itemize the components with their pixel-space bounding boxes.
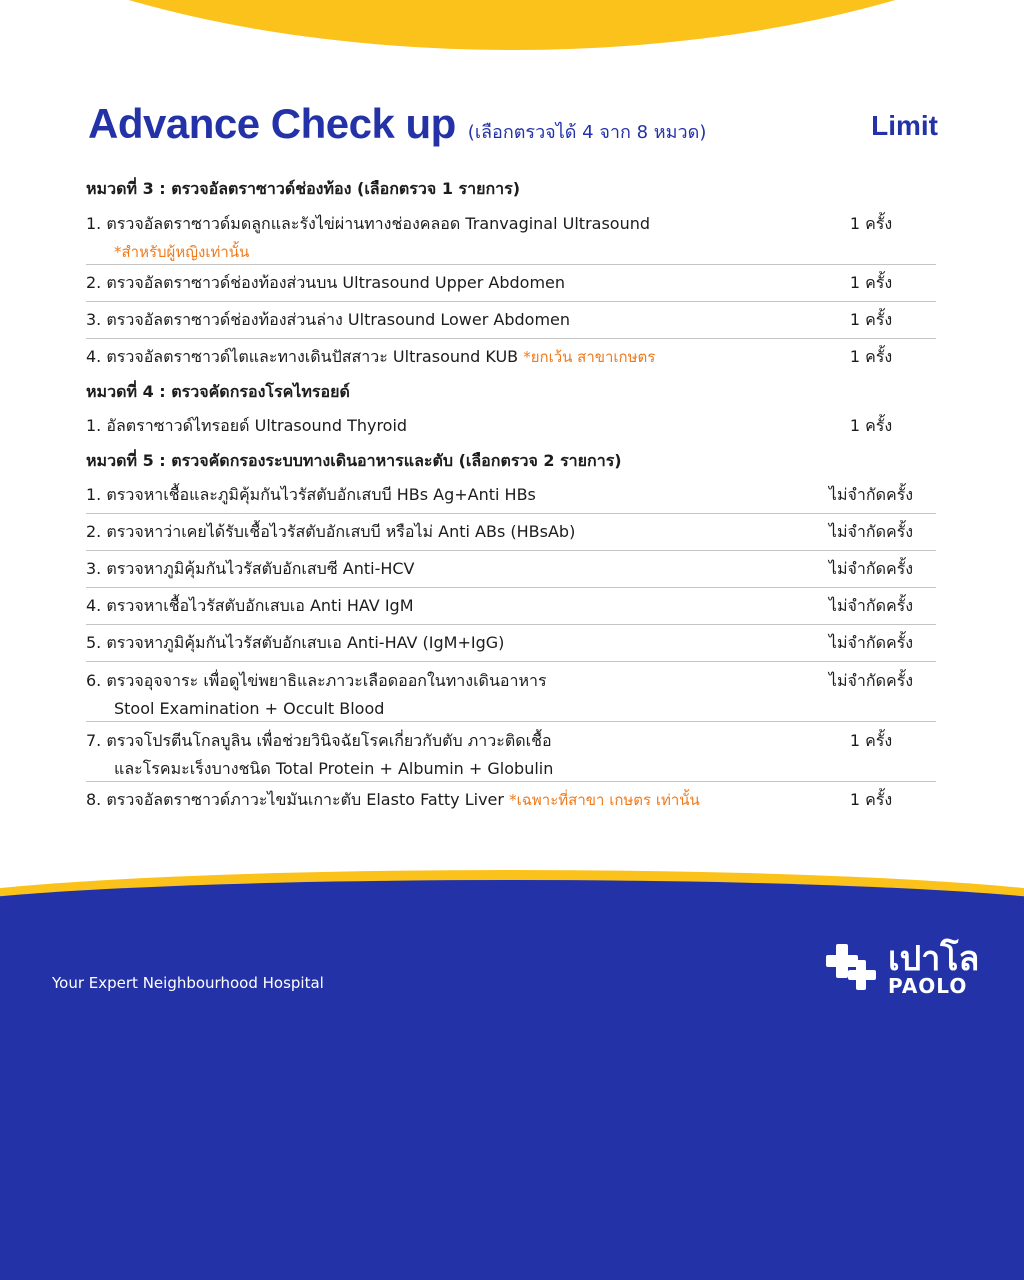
item-limit: 1 ครั้ง — [849, 347, 893, 366]
footer-band — [0, 880, 1024, 1280]
item-text: 2. ตรวจหาว่าเคยได้รับเชื้อไวรัสตับอักเสบบี หรือไม่ Anti ABs (HBsAb) — [86, 522, 576, 541]
page-subtitle: (เลือกตรวจได้ 4 จาก 8 หมวด) — [467, 122, 707, 143]
logo-english-text: PAOLO — [888, 974, 968, 998]
item-limit: 1 ครั้ง — [849, 790, 893, 809]
item-note: *สำหรับผู้หญิงเท่านั้น — [114, 243, 250, 261]
item-limit: 1 ครั้ง — [849, 273, 893, 292]
item-limit: 1 ครั้ง — [849, 416, 893, 435]
page-title: Advance Check up — [88, 100, 456, 147]
list-item — [86, 551, 936, 588]
item-limit: 1 ครั้ง — [849, 214, 893, 233]
item-text: 7. ตรวจโปรตีนโกลบูลิน เพื่อช่วยวินิจฉัยโรคเกี่ยวกับตับ ภาวะติดเชื้อ — [86, 731, 552, 750]
item-limit: ไม่จำกัดครั้ง — [828, 633, 914, 652]
list-item — [86, 339, 936, 375]
list-item — [86, 782, 936, 818]
paolo-logo — [826, 939, 980, 998]
list-item — [86, 588, 936, 625]
item-note: *เฉพาะที่สาขา เกษตร เท่านั้น — [509, 791, 700, 809]
list-item — [86, 265, 936, 302]
item-text-line2: และโรคมะเร็งบางชนิด Total Protein + Albumin + Globulin — [114, 759, 554, 778]
list-item — [86, 477, 936, 514]
limit-column-header: Limit — [871, 110, 938, 141]
item-text-line2: Stool Examination + Occult Blood — [114, 699, 385, 718]
item-text: 1. ตรวจอัลตราซาวด์มดลูกและรังไข่ผ่านทางช่องคลอด Tranvaginal Ultrasound — [86, 214, 651, 233]
item-text: 5. ตรวจหาภูมิคุ้มกันไวรัสตับอักเสบเอ Anti-HAV (IgM+IgG) — [86, 633, 505, 652]
item-text: 4. ตรวจอัลตราซาวด์ไตและทางเดินปัสสาวะ Ultrasound KUB — [86, 347, 519, 366]
item-text: 6. ตรวจอุจจาระ เพื่อดูไข่พยาธิและภาวะเลือดออกในทางเดินอาหาร — [86, 671, 547, 690]
list-item — [86, 722, 936, 782]
list-item — [86, 205, 936, 265]
top-decorative-arc — [0, 0, 1024, 50]
item-limit: ไม่จำกัดครั้ง — [828, 596, 914, 615]
item-limit: ไม่จำกัดครั้ง — [828, 485, 914, 504]
list-item — [86, 408, 936, 444]
item-text: 3. ตรวจอัลตราซาวด์ช่องท้องส่วนล่าง Ultrasound Lower Abdomen — [86, 310, 571, 329]
item-text: 1. ตรวจหาเชื้อและภูมิคุ้มกันไวรัสตับอักเสบบี HBs Ag+Anti HBs — [86, 485, 536, 504]
list-item — [86, 302, 936, 339]
item-text: 1. อัลตราซาวด์ไทรอยด์ Ultrasound Thyroid — [86, 416, 408, 435]
page-heading — [88, 100, 938, 148]
list-item — [86, 662, 936, 722]
medical-cross-icon — [826, 944, 878, 994]
item-text: 3. ตรวจหาภูมิคุ้มกันไวรัสตับอักเสบซี Anti-HCV — [86, 559, 415, 578]
item-text: 8. ตรวจอัลตราซาวด์ภาวะไขมันเกาะตับ Elasto Fatty Liver — [86, 790, 504, 809]
footer-tagline: Your Expert Neighbourhood Hospital — [52, 974, 324, 992]
logo-thai-text: เปาโล — [888, 939, 980, 979]
category-3-heading: หมวดที่ 3 : ตรวจอัลตราซาวด์ช่องท้อง (เลือกตรวจ 1 รายการ) — [86, 179, 521, 198]
item-limit: 1 ครั้ง — [849, 731, 893, 750]
item-limit: ไม่จำกัดครั้ง — [828, 559, 914, 578]
item-limit: ไม่จำกัดครั้ง — [828, 522, 914, 541]
item-limit: 1 ครั้ง — [849, 310, 893, 329]
list-item — [86, 625, 936, 662]
category-4-heading: หมวดที่ 4 : ตรวจคัดกรองโรคไทรอยด์ — [86, 382, 350, 401]
item-text: 2. ตรวจอัลตราซาวด์ช่องท้องส่วนบน Ultrasound Upper Abdomen — [86, 273, 566, 292]
checkup-list — [86, 172, 936, 818]
item-note: *ยกเว้น สาขาเกษตร — [523, 348, 656, 366]
item-limit: ไม่จำกัดครั้ง — [828, 671, 914, 690]
category-5-heading: หมวดที่ 5 : ตรวจคัดกรองระบบทางเดินอาหารและตับ (เลือกตรวจ 2 รายการ) — [86, 451, 622, 470]
item-text: 4. ตรวจหาเชื้อไวรัสตับอักเสบเอ Anti HAV IgM — [86, 596, 414, 615]
list-item — [86, 514, 936, 551]
